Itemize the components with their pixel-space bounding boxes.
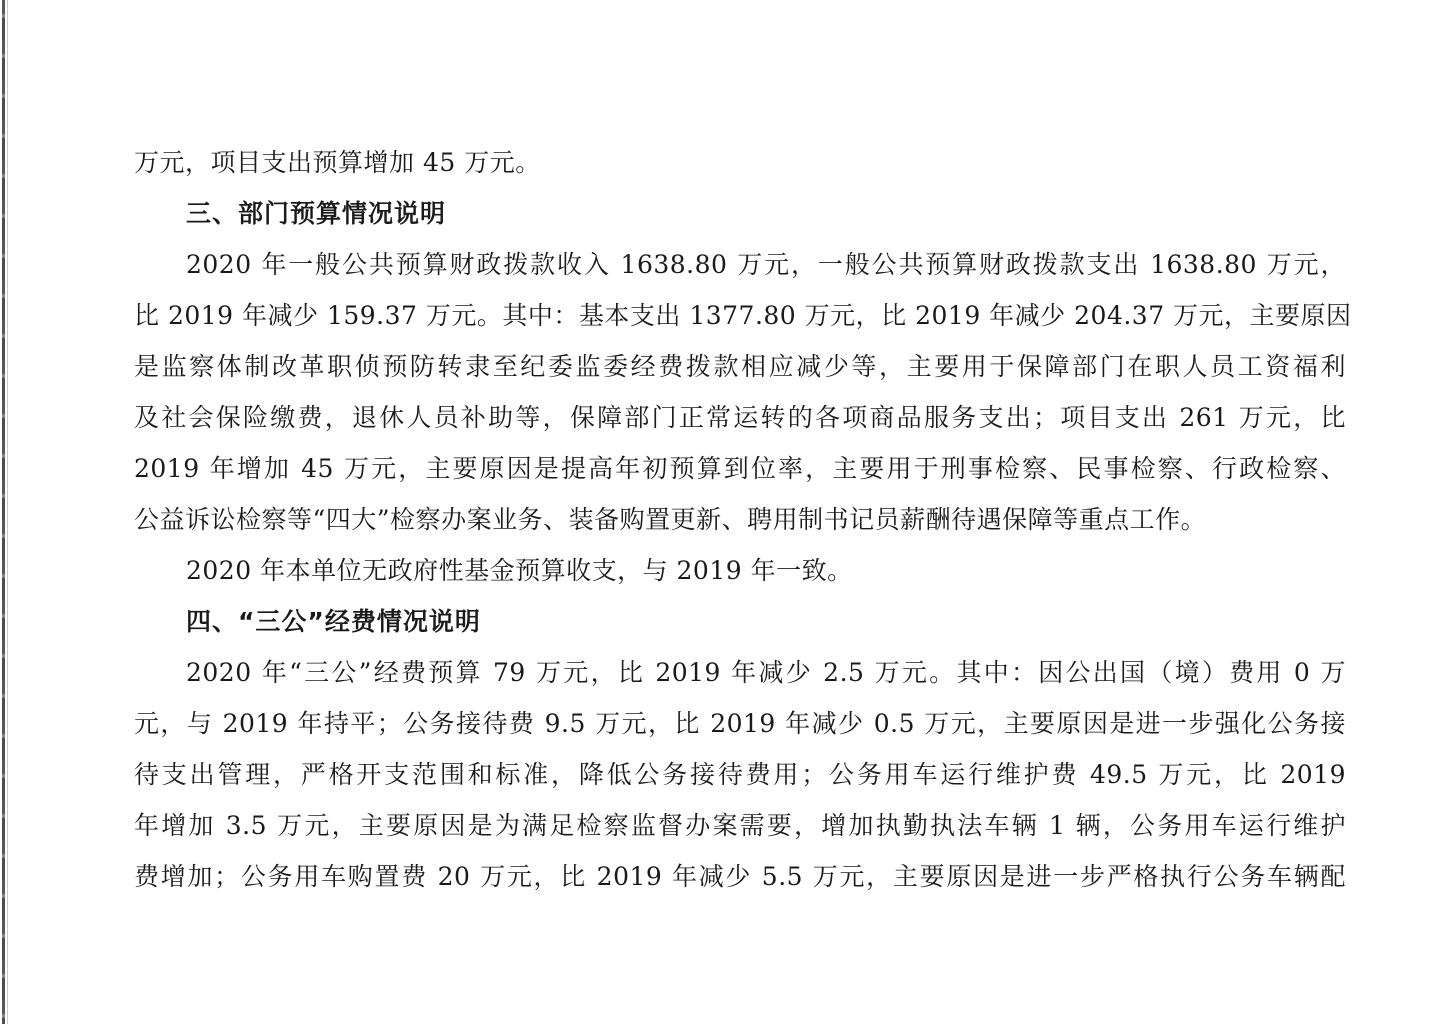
paragraph-line: 2020 年“三公”经费预算 79 万元，比 2019 年减少 2.5 万元。其中：因公出国（境）费用 0 万 (186, 658, 1346, 687)
scan-edge-shadow (2, 0, 5, 1024)
paragraph-line: 是监察体制改革职侦预防转隶至纪委监委经费拨款相应减少等，主要用于保障部门在职人员工资福利 (134, 352, 1346, 381)
paragraph-fund (134, 545, 1346, 596)
paragraph-three-public (134, 647, 1346, 902)
paragraph-line: 比 2019 年减少 159.37 万元。其中：基本支出 1377.80 万元，比 2019 年减少 204.37 万元，主要原因 (134, 301, 1352, 330)
paragraph-budget (134, 239, 1352, 545)
paragraph-continuation: 万元，项目支出预算增加 45 万元。 (134, 148, 541, 177)
paragraph-line: 2020 年一般公共预算财政拨款收入 1638.80 万元，一般公共预算财政拨款支出 1638.80 万元， (186, 250, 1346, 279)
paragraph-line: 公益诉讼检察等“四大”检察办案业务、装备购置更新、聘用制书记员薪酬待遇保障等重点工作。 (134, 505, 1207, 534)
paragraph-line: 年增加 3.5 万元，主要原因是为满足检察监督办案需要，增加执勤执法车辆 1 辆，公务用车运行维护 (134, 811, 1346, 840)
scan-edge-line (7, 0, 8, 1024)
paragraph-line: 及社会保险缴费，退休人员补助等，保障部门正常运转的各项商品服务支出；项目支出 261 万元，比 (134, 403, 1346, 432)
paragraph-line: 2020 年本单位无政府性基金预算收支，与 2019 年一致。 (186, 556, 853, 585)
paragraph-line: 元，与 2019 年持平；公务接待费 9.5 万元，比 2019 年减少 0.5 万元，主要原因是进一步强化公务接 (134, 709, 1346, 738)
section-heading-3: 三、部门预算情况说明 (186, 199, 447, 228)
section-heading-4: 四、“三公”经费情况说明 (186, 607, 481, 636)
paragraph-line: 费增加；公务用车购置费 20 万元，比 2019 年减少 5.5 万元，主要原因是进一步严格执行公务车辆配 (134, 862, 1346, 891)
document-body (134, 137, 1352, 902)
paragraph-line: 待支出管理，严格开支范围和标准，降低公务接待费用；公务用车运行维护费 49.5 万元，比 2019 (134, 760, 1346, 789)
paragraph-line: 2019 年增加 45 万元，主要原因是提高年初预算到位率，主要用于刑事检察、民事检察、行政检察、 (134, 454, 1346, 483)
